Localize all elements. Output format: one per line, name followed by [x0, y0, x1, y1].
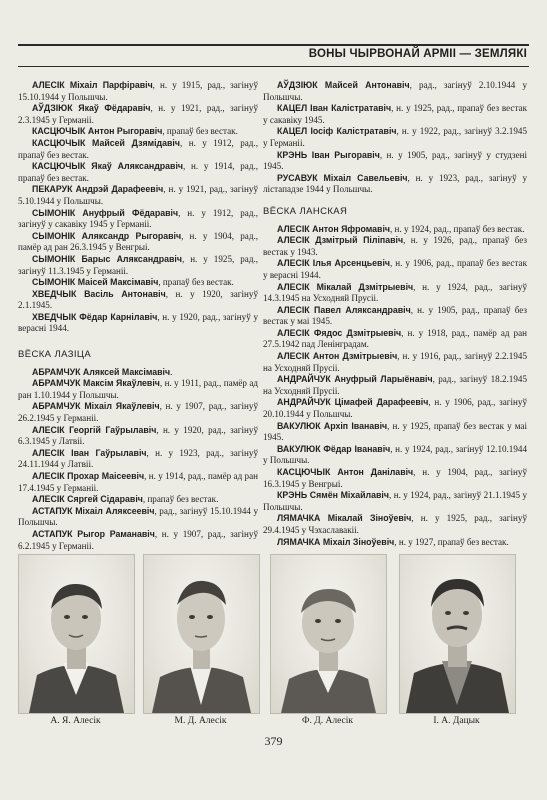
memorial-entry: [263, 444, 527, 467]
entry-details: , н. у 1914, рад., памёр ад ран 17.4.1945 у Германіі.: [18, 471, 258, 493]
entry-details: , н. у 1907, рад., загінуў 26.2.1945 у Германіі.: [18, 401, 258, 424]
memorial-entry: [263, 421, 527, 444]
entry-details: , н. у 1906, рад., прапаў без вестак у верасні 1944.: [263, 258, 527, 280]
memorial-entry: [18, 184, 258, 207]
memorial-entry: [18, 231, 258, 254]
portrait-photo-2: [143, 554, 260, 714]
memorial-entry: [263, 513, 527, 536]
memorial-entry: [263, 305, 527, 328]
entry-details: , н. у 1905, рад., загінуў у студзені 1945.: [263, 149, 528, 172]
entry-name: АЛЕСІК Міхаіл Парфіравіч: [32, 80, 153, 90]
entry-name: КАЦЕЛ Іосіф Калістратавіч: [277, 126, 397, 137]
entry-details: , н. у 1904, рад., памёр ад ран 26.3.1945 у Венгрыі.: [18, 230, 258, 253]
entry-name: АЛЕСІК Антон Дзмітрыевіч: [277, 351, 398, 362]
memorial-entry: [18, 289, 258, 312]
left-entries-top: [18, 80, 258, 335]
entry-name: КАСЦЮЧЫК Якаў Аляксандравіч: [32, 161, 184, 172]
portrait-drawing-3: [271, 555, 386, 713]
memorial-entry: [18, 506, 258, 529]
entry-name: КАСЦЮЧЫК Антон Данілавіч: [277, 467, 414, 477]
memorial-entry: [263, 397, 527, 420]
memorial-entry: [263, 150, 527, 173]
entry-details: , н. у 1920, загінуў 2.1.1945.: [18, 288, 258, 311]
entry-name: АЛЕСІК Іван Гаўрылавіч: [32, 447, 147, 458]
entry-details: , н. у 1920, рад., загінуў 6.3.1945 у Латвіі.: [18, 424, 259, 447]
right-entries-lanskaya: [263, 224, 527, 549]
portrait-drawing-2: [144, 555, 259, 713]
entry-details: , н. у 1925, рад., загінуў 29.4.1945 у Чэхаславакіі.: [263, 513, 527, 535]
entry-details: , н. у 1905, рад., прапаў без вестак у маі 1945.: [263, 304, 527, 327]
entry-details: , н. у 1923, рад., загінуў у лістападзе 1944 у Польшчы.: [263, 172, 527, 195]
memorial-entry: [263, 351, 527, 374]
memorial-entry: [18, 126, 258, 138]
memorial-entry: [263, 103, 527, 126]
entry-name: ХВЕДЧЫК Васіль Антонавіч: [32, 288, 166, 299]
entry-details: , н. у 1916, рад., загінуў 2.2.1945 на Усходняй Прусіі.: [263, 351, 527, 373]
entry-name: ВАКУЛЮК Фёдар Іванавіч: [277, 443, 391, 454]
entry-name: КРЭНЬ Іван Рыгоравіч: [277, 149, 380, 160]
entry-details: , н. у 1921, рад., загінуў 2.3.1945 у Германіі.: [18, 103, 258, 125]
memorial-entry: [18, 208, 258, 231]
memorial-entry: [18, 425, 258, 448]
entry-details: , рад., загінуў 18.2.1945 на Усходняй Прусіі.: [263, 374, 527, 396]
entry-details: , н. у 1921, рад., загінуў 5.10.1944 у Польшчы.: [18, 184, 259, 206]
entry-details: , н. у 1911, рад., памёр ад ран 1.10.1944 у Польшчы.: [18, 378, 259, 400]
entry-name: АЛЕСІК Георгій Гаўрылавіч: [32, 424, 157, 435]
portrait-photo-1: [18, 554, 135, 714]
memorial-entry: [263, 126, 527, 149]
memorial-entry: [263, 282, 527, 305]
entry-name: ПЕКАРУК Андрэй Дарафеевіч: [32, 184, 164, 195]
entry-details: , прапаў без вестак.: [162, 126, 238, 137]
entry-details: , рад., загінуў 2.10.1944 у Польшчы.: [263, 80, 527, 102]
entry-name: АБРАМЧУК Максім Якаўлевіч: [32, 378, 160, 389]
entry-name: ЛЯМАЧКА Міхаіл Зіноўевіч: [277, 536, 395, 547]
memorial-entry: [18, 312, 258, 335]
memorial-entry: [263, 173, 527, 196]
memorial-entry: [18, 161, 258, 184]
memorial-entry: [18, 103, 258, 126]
entry-name: РУСАВУК Міхаіл Савельевіч: [277, 172, 408, 183]
entry-name: АСТАПУК Міхаіл Аляксеевіч: [32, 505, 155, 516]
entry-details: , н. у 1912, рад., прапаў без вестак.: [18, 137, 258, 160]
entry-details: , н. у 1924, рад., загінуў 12.10.1944 у Польшчы.: [263, 443, 527, 466]
memorial-entry: [263, 258, 527, 281]
entry-name: АЛЕСІК Дзмітрый Піліпавіч: [277, 235, 404, 246]
memorial-entry: [18, 378, 258, 401]
memorial-entry: [18, 401, 258, 424]
memorial-entry: [263, 328, 527, 351]
entry-details: , рад., загінуў 15.10.1944 у Польшчы.: [18, 505, 258, 528]
portrait-photos: [18, 554, 529, 714]
entry-name: СЫМОНІК Маісей Максімавіч: [32, 277, 159, 288]
entry-details: , н. у 1926, рад., прапаў без вестак у 1943.: [263, 235, 527, 257]
entry-name: АЛЕСІК Антон Яфромавіч: [277, 223, 390, 234]
memorial-entry: [18, 471, 258, 494]
photo-caption-2: М. Д. Алесік: [174, 716, 227, 726]
memorial-entry: [18, 80, 258, 103]
entry-name: КАЦЕЛ Іван Калістратавіч: [277, 103, 392, 114]
entry-details: , н. у 1924, рад., загінуў 14.3.1945 на Усходняй Прусіі.: [263, 281, 527, 304]
entry-details: , н. у 1914, рад., прапаў без вестак.: [18, 161, 258, 183]
entry-name: АЛЕСІК Ілья Арсенцьевіч: [277, 258, 390, 269]
header-rule-top: [18, 44, 529, 46]
page-number: 379: [264, 734, 283, 748]
entry-name: АЛЕСІК Мікалай Дзмітрыевіч: [277, 281, 414, 292]
memorial-entry: [263, 490, 527, 513]
entry-name: АЛЕСІК Павел Аляксандравіч: [277, 304, 411, 315]
memorial-entry: [263, 80, 527, 103]
memorial-entry: [263, 224, 527, 236]
portrait-drawing-1: [19, 555, 134, 713]
memorial-entry: [263, 537, 527, 549]
memorial-entry: [18, 448, 258, 471]
entry-name: КАСЦЮЧЫК Антон Рыгоравіч: [32, 126, 163, 137]
memorial-entry: [18, 529, 258, 552]
entry-name: АНДРАЙЧУК Ануфрый Ларыёнавіч: [277, 374, 433, 385]
right-entries-top: [263, 80, 527, 196]
entry-details: , н. у 1924, рад., загінуў 21.1.1945 у Польшчы.: [263, 490, 528, 512]
entry-name: АЛЕСІК Сяргей Сідаравіч: [32, 494, 143, 505]
entry-name: КРЭНЬ Сямён Міхайлавіч: [277, 490, 389, 501]
entry-name: АЎДЗІЮК Майсей Антонавіч: [277, 80, 410, 90]
entry-name: АНДРАЙЧУК Цімафей Дарафеевіч: [277, 397, 429, 408]
entry-name: ХВЕДЧЫК Фёдар Карнілавіч: [32, 311, 158, 322]
entry-details: , н. у 1912, рад., загінуў у сакавіку 1945 у Германіі.: [18, 207, 258, 230]
memorial-entry: [18, 254, 258, 277]
entry-details: , н. у 1925, прапаў без вестак у маі 1945.: [263, 420, 527, 443]
entry-details: , н. у 1925, рад., загінуў 11.3.1945 у Германіі.: [18, 253, 258, 276]
memorial-entry: [263, 235, 527, 258]
portrait-photo-3: [270, 554, 387, 714]
portrait-photo-4: [399, 554, 516, 714]
entry-name: АСТАПУК Рыгор Раманавіч: [32, 528, 155, 539]
entry-details: , н. у 1906, рад., загінуў 20.10.1944 у Польшчы.: [263, 397, 527, 420]
header-rule-bottom: [18, 66, 529, 67]
entry-details: , н. у 1927, прапаў без вестак.: [394, 536, 509, 547]
entry-name: АБРАМЧУК Аляксей Максімавіч: [32, 366, 171, 377]
photo-caption-1: А. Я. Алесік: [50, 716, 101, 726]
entry-details: , прапаў без вестак.: [142, 494, 219, 505]
portrait-drawing-4: [400, 555, 515, 713]
entry-name: АЛЕСІК Прохар Маісеевіч: [32, 471, 145, 481]
entry-name: СЫМОНІК Ануфрый Фёдаравіч: [32, 207, 179, 218]
memorial-entry: [18, 277, 258, 289]
entry-details: , н. у 1923, рад., загінуў 24.11.1944 у Латвіі.: [18, 447, 258, 470]
section-title-lanskaya: ВЁСКА ЛАНСКАЯ: [263, 205, 348, 217]
entry-details: , прапаў без вестак.: [158, 277, 234, 288]
entry-details: , н. у 1907, рад., загінуў 6.2.1945 у Германіі.: [18, 528, 259, 551]
right-column: [263, 80, 527, 548]
entry-name: ВАКУЛЮК Архіп Іванавіч: [277, 420, 388, 431]
memorial-entry: [18, 494, 258, 506]
entry-name: СЫМОНІК Барыс Аляксандравіч: [32, 253, 182, 264]
section-title-lazica: ВЁСКА ЛАЗІЦА: [18, 349, 92, 361]
entry-name: КАСЦЮЧЫК Майсей Дзямідавіч: [32, 137, 180, 148]
entry-name: АБРАМЧУК Міхаіл Якаўлевіч: [32, 401, 160, 412]
left-column: [18, 80, 258, 552]
entry-name: АЎДЗІЮК Якаў Фёдаравіч: [32, 103, 151, 114]
photo-caption-3: Ф. Д. Алесік: [301, 716, 353, 726]
running-head: ВОНЫ ЧЫРВОНАЙ АРМІІ — ЗЕМЛЯКІ: [308, 48, 527, 60]
entry-name: ЛЯМАЧКА Мікалай Зіноўевіч: [277, 513, 412, 524]
entry-details: .: [170, 366, 173, 377]
entry-details: , н. у 1922, рад., загінуў 3.2.1945 у Германіі.: [263, 126, 527, 148]
memorial-entry: [18, 367, 258, 379]
left-entries-lazica: [18, 367, 258, 553]
memorial-entry: [263, 374, 527, 397]
memorial-entry: [18, 138, 258, 161]
entry-details: , н. у 1918, рад., памёр ад ран 27.5.1942 пад Ленінградам.: [263, 327, 527, 350]
entry-details: , н. у 1904, рад., загінуў 16.3.1945 у Венгрыі.: [263, 467, 527, 489]
photo-caption-4: І. А. Дацык: [433, 716, 480, 726]
entry-details: , н. у 1915, рад., загінуў 15.10.1944 у Польшчы.: [18, 80, 258, 102]
entry-details: , н. у 1924, рад., прапаў без вестак.: [390, 223, 525, 234]
entry-details: , н. у 1920, рад., загінуў у верасні 1944.: [18, 311, 258, 334]
entry-details: , н. у 1925, рад., прапаў без вестак у сакавіку 1945.: [263, 103, 528, 125]
entry-name: АЛЕСІК Фядос Дзмітрыевіч: [277, 327, 402, 338]
memorial-entry: [263, 467, 527, 490]
entry-name: СЫМОНІК Аляксандр Рыгоравіч: [32, 230, 182, 241]
